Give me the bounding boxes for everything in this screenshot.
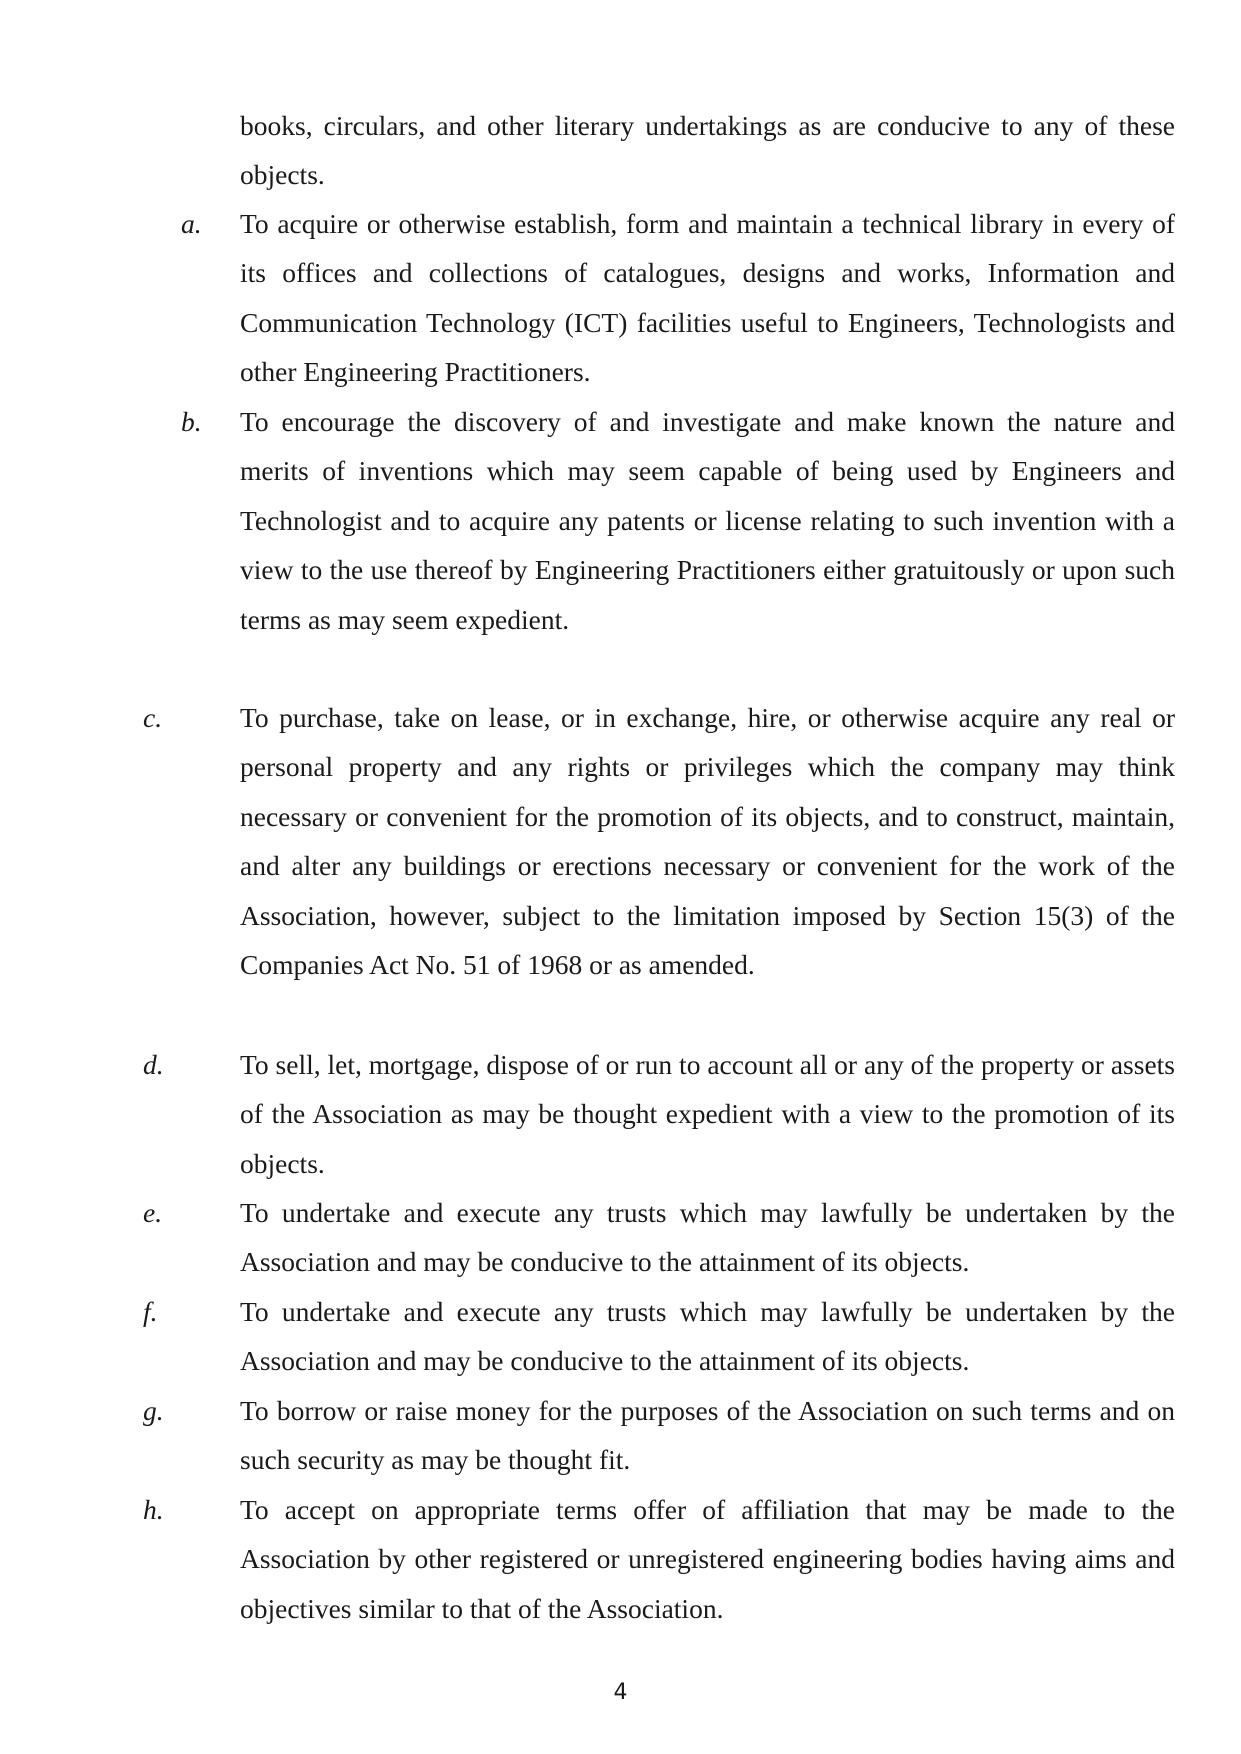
list-marker: b.: [181, 406, 202, 437]
list-item-text: To accept on appropriate terms offer of affiliation that may be made to the Association by other registered or unregistered engineering bodies having aims and objectives similar to that of the Association.: [240, 1494, 1175, 1624]
list-item-text: To undertake and execute any trusts which may lawfully be undertaken by the Association and may be conducive to the attainment of its objects.: [240, 1197, 1175, 1278]
list-marker: g.: [143, 1395, 164, 1426]
list-item-text: To encourage the discovery of and investigate and make known the nature and merits of inventions which may seem capable of being used by Engineers and Technologist and to acquire any patents or license relating to such invention with a view to the use thereof by Engineering Practitioners either gratuitously or upon such terms as may seem expedient.: [240, 406, 1175, 635]
list-marker: d.: [143, 1049, 164, 1080]
list-marker: e.: [143, 1197, 163, 1228]
list-marker: f.: [143, 1296, 158, 1327]
list-marker: h.: [143, 1494, 164, 1525]
list-item-text: To acquire or otherwise establish, form and maintain a technical library in every of its offices and collections of catalogues, designs and works, Information and Communication Technology (ICT) facilities useful to Engineers, Technologists and other Engineering Practitioners.: [240, 208, 1175, 388]
list-marker: a.: [181, 208, 202, 239]
list-marker: c.: [143, 702, 163, 733]
list-item-text: To sell, let, mortgage, dispose of or run to account all or any of the property or assets of the Association as may be thought expedient with a view to the promotion of its objects.: [240, 1049, 1175, 1179]
continuation-paragraph: books, circulars, and other literary undertakings as are conducive to any of these objects.: [240, 110, 1175, 191]
page-number: 4: [613, 1680, 628, 1705]
list-item-text: To borrow or raise money for the purposes of the Association on such terms and on such security as may be thought fit.: [240, 1395, 1175, 1476]
list-item-text: To purchase, take on lease, or in exchange, hire, or otherwise acquire any real or personal property and any rights or privileges which the company may think necessary or convenient for the promotion of its objects, and to construct, maintain, and alter any buildings or erections necessary or convenient for the work of the Association, however, subject to the limitation imposed by Section 15(3) of the Companies Act No. 51 of 1968 or as amended.: [240, 702, 1175, 981]
list-item-text: To undertake and execute any trusts which may lawfully be undertaken by the Association and may be conducive to the attainment of its objects.: [240, 1296, 1175, 1377]
